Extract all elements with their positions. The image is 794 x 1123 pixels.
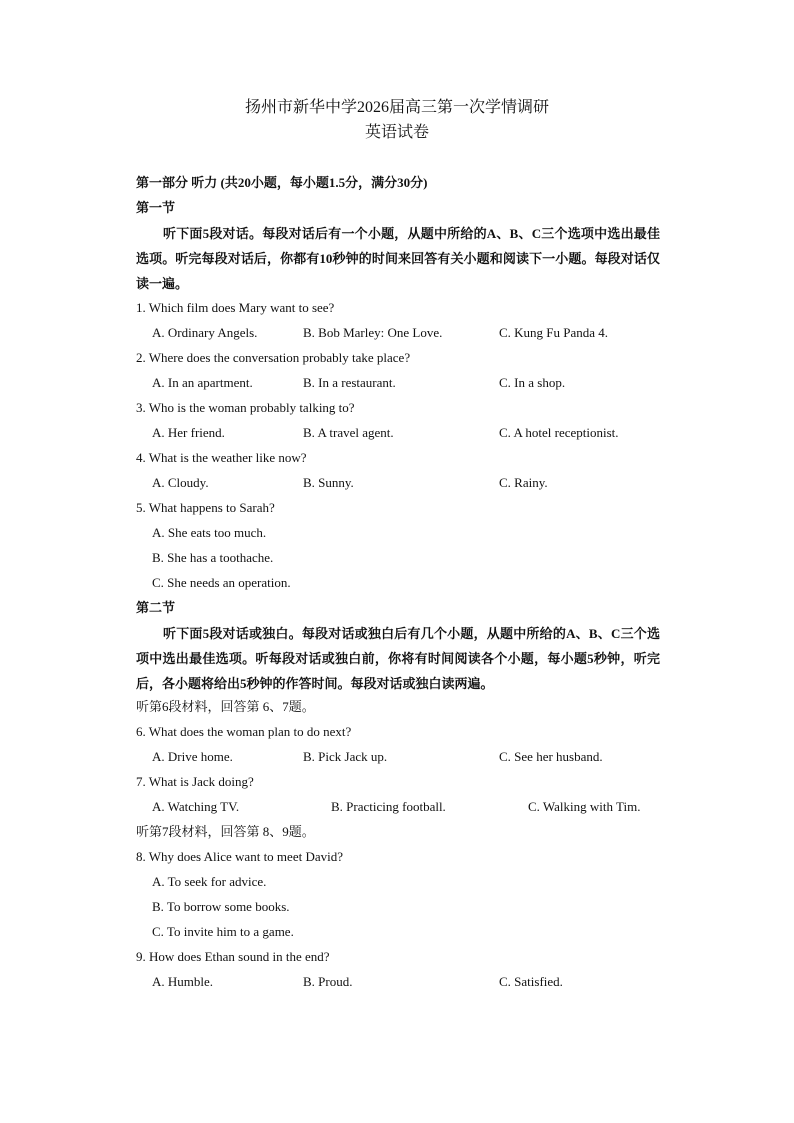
- q4-option-b: B. Sunny.: [303, 475, 354, 490]
- q8-option-b: B. To borrow some books.: [152, 899, 290, 914]
- q3-option-c: C. A hotel receptionist.: [499, 425, 619, 440]
- q3-option-a: A. Her friend.: [152, 425, 225, 440]
- q6-option-c: C. See her husband.: [499, 749, 603, 764]
- section2-label: 第二节: [136, 600, 176, 615]
- question-3: 3. Who is the woman probably talking to?: [136, 400, 355, 415]
- q9-option-a: A. Humble.: [152, 974, 214, 989]
- q9-option-c: C. Satisfied.: [499, 974, 563, 989]
- q4-option-a: A. Cloudy.: [152, 475, 209, 490]
- exam-subtitle: 英语试卷: [364, 124, 429, 141]
- question-7: 7. What is Jack doing?: [136, 774, 254, 789]
- q1-option-a: A. Ordinary Angels.: [152, 325, 258, 340]
- q2-option-b: B. In a restaurant.: [303, 375, 396, 390]
- question-8: 8. Why does Alice want to meet David?: [136, 849, 343, 864]
- q5-option-a: A. She eats too much.: [152, 525, 267, 540]
- q7-option-b: B. Practicing football.: [331, 799, 446, 814]
- q6-option-a: A. Drive home.: [152, 749, 233, 764]
- q5-option-c: C. She needs an operation.: [152, 575, 291, 590]
- exam-title: 扬州市新华中学2026届高三第一次学情调研: [244, 99, 549, 116]
- question-9: 9. How does Ethan sound in the end?: [136, 949, 330, 964]
- section1-instructions: 听下面5段对话。每段对话后有一个小题，从题中所给的A、B、C三个选项中选出最佳选项。听完每段对话后，你都有10秒钟的时间来回答有关小题和阅读下一小题。每段对话仅读一遍。: [136, 226, 660, 291]
- q7-option-a: A. Watching TV.: [152, 799, 240, 814]
- q8-option-a: A. To seek for advice.: [152, 874, 267, 889]
- part1-heading: 第一部分 听力 (共20小题，每小题1.5分，满分30分): [136, 175, 428, 190]
- q8-option-c: C. To invite him to a game.: [152, 924, 294, 939]
- question-6: 6. What does the woman plan to do next?: [136, 724, 352, 739]
- q2-option-c: C. In a shop.: [499, 375, 566, 390]
- q9-option-b: B. Proud.: [303, 974, 353, 989]
- section1-label: 第一节: [136, 200, 176, 215]
- q1-option-b: B. Bob Marley: One Love.: [303, 325, 443, 340]
- section2-instructions: 听下面5段对话或独白。每段对话或独白后有几个小题，从题中所给的A、B、C三个选项中选出最佳选项。听每段对话或独白前，你将有时间阅读各个小题，每小题5秒钟，听完后，各小题将给出5秒钟的作答时间。每段对话或独白读两遍。: [136, 626, 660, 691]
- material-6-note: 听第6段材料，回答第 6、7题。: [136, 699, 315, 714]
- material-7-note: 听第7段材料，回答第 8、9题。: [136, 824, 315, 839]
- q5-option-b: B. She has a toothache.: [152, 550, 274, 565]
- q2-option-a: A. In an apartment.: [152, 375, 253, 390]
- question-2: 2. Where does the conversation probably take place?: [136, 350, 411, 365]
- question-1: 1. Which film does Mary want to see?: [136, 300, 335, 315]
- q1-option-c: C. Kung Fu Panda 4.: [499, 325, 609, 340]
- q7-option-c: C. Walking with Tim.: [528, 799, 641, 814]
- q4-option-c: C. Rainy.: [499, 475, 548, 490]
- question-5: 5. What happens to Sarah?: [136, 500, 275, 515]
- q6-option-b: B. Pick Jack up.: [303, 749, 388, 764]
- q3-option-b: B. A travel agent.: [303, 425, 394, 440]
- question-4: 4. What is the weather like now?: [136, 450, 307, 465]
